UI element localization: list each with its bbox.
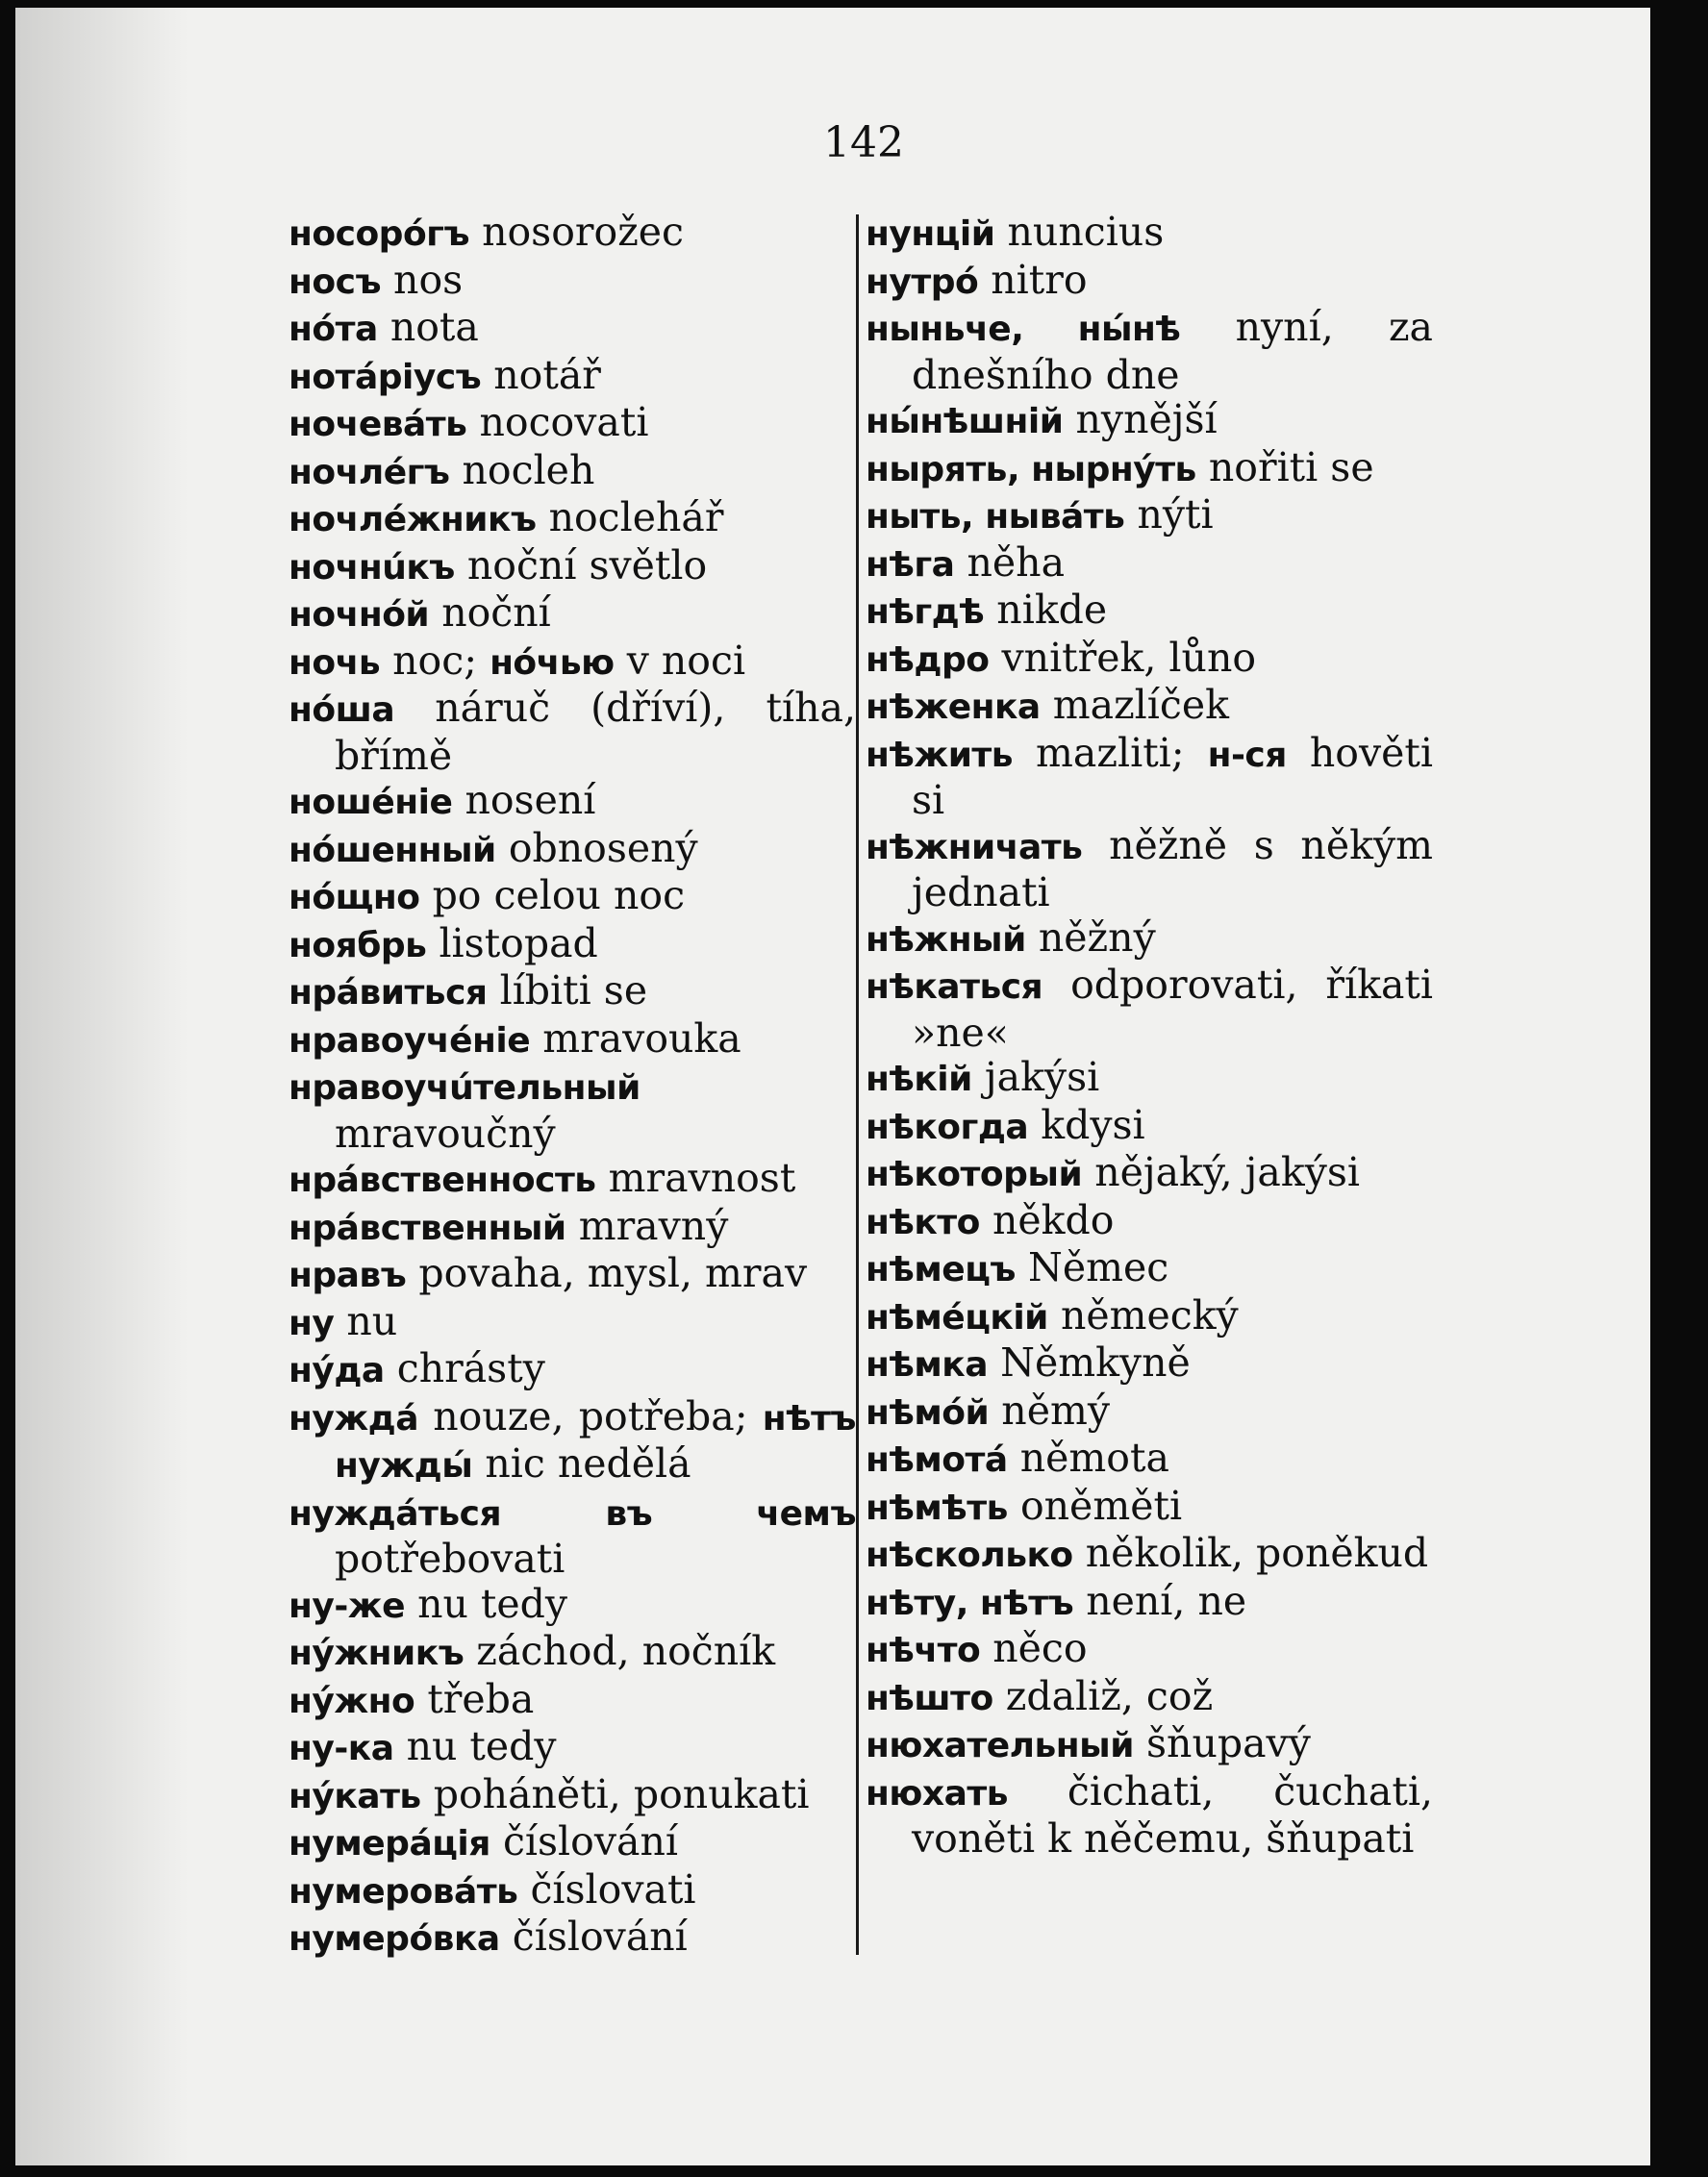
entry-translation: nitro [991,256,1088,303]
entry-translation: Němkyně [1000,1339,1191,1386]
entry-headword: нóшенный [289,830,496,870]
entry-translation: nu [346,1297,398,1344]
dictionary-entry [866,540,1433,588]
entry-translation: listopad [439,919,598,966]
entry-headword: нѣчто [866,1631,981,1670]
entry-headword: нуждá [289,1398,419,1439]
entry-translation: číslování [502,1818,678,1864]
entry-translation: čichati, čuchati, voněti k něčemu, šňupati [912,1767,1433,1862]
entry-headword: нѣдро [866,639,990,680]
dictionary-entry [866,210,1433,258]
entry-translation: číslovati [530,1865,696,1913]
entry-headword: нѣкто [866,1202,980,1242]
dictionary-entry [866,445,1433,493]
entry-headword: нравоучúтельный [289,1068,640,1108]
dictionary-entry [866,1674,1433,1722]
right-column [866,210,1433,1862]
dictionary-entry [289,1582,856,1630]
entry-translation: noční světlo [466,541,708,588]
entry-headword: нѣкогда [866,1107,1029,1147]
entry-headword: нѣту, нѣтъ [866,1583,1074,1623]
entry-headword: нюхать [866,1773,1009,1814]
entry-translation: nocovati [479,399,649,445]
entry-headword: нравъ [289,1256,407,1295]
scan-edge [1691,0,1708,2177]
entry-translation: nikde [996,587,1108,633]
column-divider [856,214,859,1955]
entry-headword: нрáвственный [289,1208,566,1248]
entry-subheadword: н-ся [1207,735,1287,775]
dictionary-entry [866,1245,1433,1293]
dictionary-entry [289,1204,856,1252]
entry-headword: ну-же [289,1586,406,1626]
entry-translation: vnitřek, lůno [1001,634,1257,681]
dictionary-entry [289,400,856,448]
dictionary-entry [289,638,856,687]
entry-headword: ны́нѣшній [866,402,1064,441]
dictionary-entry [866,1721,1433,1769]
dictionary-entry [289,1063,856,1156]
entry-headword: ночнúкъ [289,547,455,588]
dictionary-entry [866,963,1433,1055]
entry-headword: нѣмéцкій [866,1297,1048,1338]
entry-translation: po celou noc [432,872,686,918]
dictionary-entry [866,1484,1433,1532]
entry-translation: povaha, mysl, mrav [418,1250,808,1296]
entry-translation: nyní, za dnešního dne [912,304,1433,398]
entry-translation: Němec [1028,1244,1169,1290]
entry-translation: obnosený [508,824,698,871]
entry-subtranslation: nic nedělá [485,1440,691,1487]
dictionary-entry [866,1198,1433,1246]
entry-translation: noclehář [548,494,724,540]
entry-headword: нѣсколько [866,1536,1073,1575]
entry-headword: нравоучéніе [289,1020,531,1061]
entry-translation: něco [992,1625,1088,1671]
entry-translation: nu tedy [417,1580,568,1627]
entry-headword: нýда [289,1351,385,1390]
entry-headword: нѣжничать [866,827,1083,867]
entry-translation: nýti [1137,491,1214,538]
entry-headword: нѣженка [866,688,1041,727]
entry-headword: нуждáться въ чемъ [289,1493,856,1534]
entry-headword: нýкать [289,1776,421,1816]
entry-subheadword: нѣтъ нужды́ [335,1398,856,1486]
entry-headword: ныть, нывáть [866,497,1125,537]
entry-headword: ноябрь [289,925,427,965]
dictionary-entry [866,588,1433,636]
dictionary-entry [289,1867,856,1915]
entry-translation: němý [1001,1387,1111,1434]
entry-translation: nuncius [1007,209,1165,255]
left-column [289,210,856,1963]
dictionary-entry [866,683,1433,731]
entry-headword: нѣмѣть [866,1488,1008,1528]
dictionary-entry [866,1150,1433,1198]
entry-translation: chrásty [396,1345,545,1391]
dictionary-entry [289,353,856,401]
dictionary-entry [289,968,856,1016]
dictionary-entry [289,686,856,778]
entry-headword: ночевáть [289,405,467,444]
entry-translation: nynější [1075,396,1218,442]
entry-headword: нóщно [289,878,420,917]
entry-headword: нрáвиться [289,973,488,1013]
entry-translation: není, ne [1086,1577,1247,1624]
entry-headword: носорóгъ [289,214,470,254]
entry-headword: нырять, нырнýть [866,449,1196,489]
entry-translation: potřebovati [335,1536,565,1582]
dictionary-entry [866,1103,1433,1151]
entry-translation: nořiti se [1208,443,1374,490]
entry-translation: něžný [1038,913,1156,961]
dictionary-entry [866,1340,1433,1389]
entry-headword: ночлéгъ [289,452,450,492]
entry-translation: něžně s někým jednati [912,821,1433,915]
entry-headword: нюхательный [866,1726,1134,1765]
entry-headword: ночлéжникъ [289,500,537,539]
entry-headword: нумерóвка [289,1919,500,1959]
entry-headword: нѣкаться [866,967,1043,1007]
entry-headword: ношéніе [289,783,453,822]
dictionary-entry [289,1677,856,1725]
entry-headword: нýжно [289,1681,415,1721]
entry-headword: нѣмотá [866,1440,1008,1480]
entry-headword: нѣмецъ [866,1250,1016,1289]
entry-headword: нѣмка [866,1345,989,1385]
dictionary-entry [289,921,856,969]
entry-translation: odporovati, říkati »ne« [912,962,1433,1056]
entry-headword: нѣга [866,544,955,585]
entry-translation: záchod, nočník [476,1628,776,1674]
entry-headword: нунцій [866,214,995,254]
entry-headword: ночнóй [289,595,430,635]
entry-translation: líbiti se [499,967,648,1013]
entry-translation: oněměti [1019,1482,1183,1529]
dictionary-entry [866,1436,1433,1484]
entry-translation: kdysi [1041,1101,1145,1148]
entry-headword: нóша [289,690,395,730]
entry-translation: několik, poněkud [1085,1530,1429,1576]
entry-translation: náruč (dříví), tíha, břímě [335,685,856,779]
dictionary-entry [289,305,856,353]
entry-subheadword: нóчью [490,642,615,683]
dictionary-entry [866,823,1433,915]
dictionary-page [15,8,1650,2165]
dictionary-entry [866,492,1433,540]
entry-headword: нѣгдѣ [866,592,985,632]
dictionary-entry [866,915,1433,963]
dictionary-entry [289,1819,856,1867]
entry-headword: нѣмóй [866,1392,990,1433]
dictionary-entry [289,1156,856,1204]
entry-headword: ну [289,1303,335,1343]
dictionary-entry [289,1489,856,1582]
dictionary-entry [289,448,856,496]
entry-translation: někdo [992,1196,1115,1243]
dictionary-entry [866,1769,1433,1862]
entry-translation: nouze, potřeba; [433,1392,748,1439]
dictionary-entry [866,636,1433,684]
entry-subtranslation: v noci [626,637,746,684]
dictionary-entry [866,1389,1433,1437]
dictionary-entry [289,1016,856,1064]
entry-translation: nos [393,256,464,303]
entry-translation: noc; [392,637,478,684]
entry-translation: mravoučný [335,1110,556,1157]
dictionary-entry [866,1579,1433,1627]
page-number: 142 [823,118,904,167]
dictionary-entry [289,826,856,874]
entry-translation: mravouka [542,1014,741,1062]
entry-headword: нѣкій [866,1060,972,1099]
dictionary-entry [866,731,1433,823]
entry-translation: mazliti; [1036,729,1185,776]
dictionary-entry [866,305,1433,397]
entry-translation: číslování [512,1914,688,1960]
entry-translation: noční [441,589,551,636]
entry-translation: nosení [465,777,596,823]
entry-headword: нýжникъ [289,1634,465,1673]
entry-headword: нѣшто [866,1678,993,1718]
entry-headword: нѣжить [866,735,1014,775]
entry-translation: nota [389,304,479,350]
entry-headword: ныньче, ны́нѣ [866,310,1181,349]
dictionary-entry [289,258,856,306]
dictionary-entry [289,1772,856,1820]
dictionary-entry [866,1055,1433,1103]
dictionary-entry [289,1299,856,1347]
dictionary-entry [289,210,856,258]
entry-translation: šňupavý [1146,1720,1311,1766]
entry-headword: ночь [289,642,381,683]
entry-headword: нотáріусъ [289,357,482,397]
entry-translation: nu tedy [406,1723,557,1769]
dictionary-entry [289,1724,856,1772]
entry-translation: třeba [427,1675,535,1722]
dictionary-entry [289,1346,856,1394]
entry-subtranslation: hověti si [912,729,1433,823]
entry-translation: nosorožec [482,209,685,255]
entry-translation: mazlíček [1052,682,1229,728]
entry-translation: zdaliž, což [1005,1672,1214,1719]
entry-translation: mravnost [608,1155,796,1201]
entry-translation: něha [967,538,1066,586]
entry-headword: нѣкоторый [866,1155,1083,1194]
entry-translation: německý [1060,1291,1239,1339]
entry-translation: mravný [578,1202,729,1249]
entry-translation: jakýsi [984,1054,1100,1100]
dictionary-entry [289,778,856,826]
dictionary-entry [289,1394,856,1489]
entry-translation: nějaký, jakýsi [1094,1149,1361,1195]
entry-headword: нумеровáть [289,1871,518,1912]
entry-translation: němota [1019,1435,1169,1481]
entry-translation: nocleh [462,446,595,493]
entry-headword: нѣжный [866,919,1026,960]
entry-translation: notář [493,351,601,398]
dictionary-entry [866,1626,1433,1674]
entry-headword: ну-ка [289,1729,394,1768]
dictionary-entry [289,590,856,638]
dictionary-entry [289,543,856,591]
dictionary-entry [866,1531,1433,1579]
dictionary-entry [289,495,856,543]
dictionary-entry [289,1251,856,1299]
entry-translation: poháněti, ponukati [433,1770,810,1817]
dictionary-entry [866,258,1433,306]
entry-headword: нрáвственность [289,1161,596,1200]
dictionary-entry [866,397,1433,445]
entry-headword: носъ [289,262,381,302]
entry-headword: нумерáція [289,1824,490,1864]
dictionary-entry [289,1914,856,1963]
entry-headword: нóта [289,310,378,349]
entry-headword: нутрó [866,262,979,302]
dictionary-entry [289,1629,856,1677]
dictionary-entry [289,873,856,921]
dictionary-entry [866,1293,1433,1341]
